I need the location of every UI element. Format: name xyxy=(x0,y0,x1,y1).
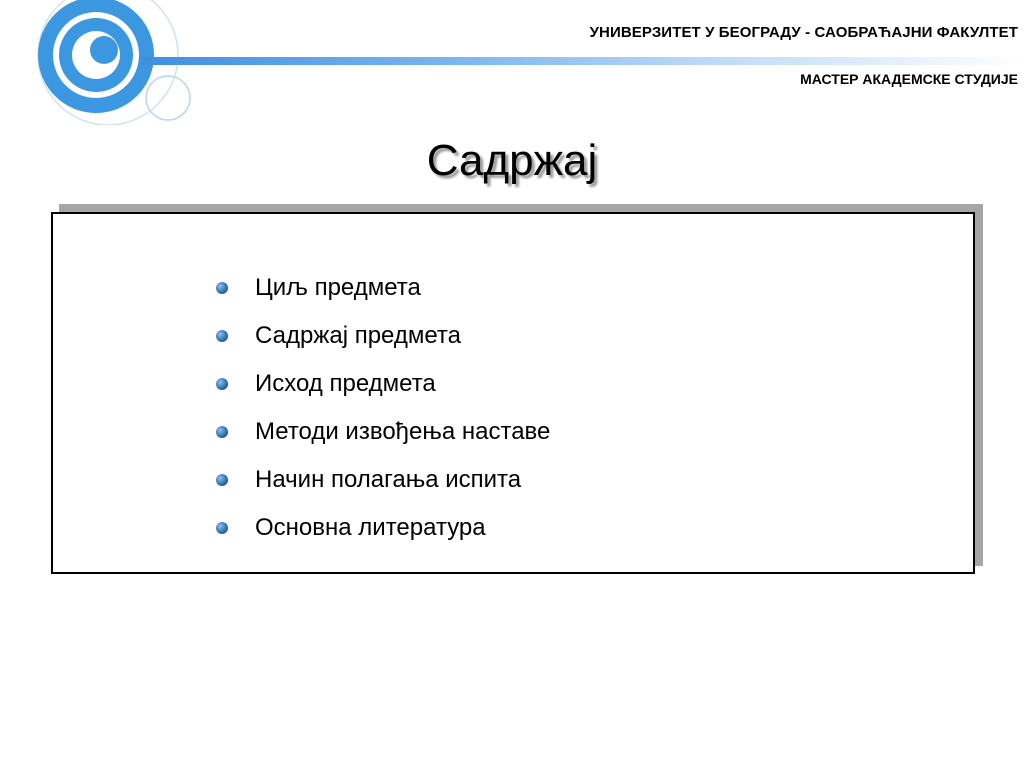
bullet-icon xyxy=(216,282,228,294)
list-item-label: Циљ предмета xyxy=(255,274,421,301)
content-box xyxy=(51,212,975,574)
bullet-icon xyxy=(216,522,228,534)
list-item-label: Начин полагања испита xyxy=(255,466,522,493)
list-item-label: Методи извођења наставе xyxy=(255,418,551,445)
bullet-icon xyxy=(216,378,228,390)
contents-list xyxy=(216,264,550,552)
study-program-subtitle: МАСТЕР АКАДЕМСКЕ СТУДИЈЕ xyxy=(800,71,1018,87)
list-item-label: Исход предмета xyxy=(255,370,436,397)
bullet-icon xyxy=(216,474,228,486)
list-item-label: Основна литература xyxy=(255,514,486,541)
list-item xyxy=(216,360,550,408)
university-title: УНИВЕРЗИТЕТ У БЕОГРАДУ - САОБРАЋАЈНИ ФАКУЛТЕТ xyxy=(589,24,1018,41)
bullet-icon xyxy=(216,426,228,438)
list-item xyxy=(216,408,550,456)
list-item xyxy=(216,312,550,360)
list-item xyxy=(216,264,550,312)
bullet-icon xyxy=(216,330,228,342)
list-item xyxy=(216,456,550,504)
list-item xyxy=(216,504,550,552)
list-item-label: Садржај предмета xyxy=(255,322,461,349)
page-title: Садржај xyxy=(426,136,598,185)
header-divider-line xyxy=(140,57,1024,65)
